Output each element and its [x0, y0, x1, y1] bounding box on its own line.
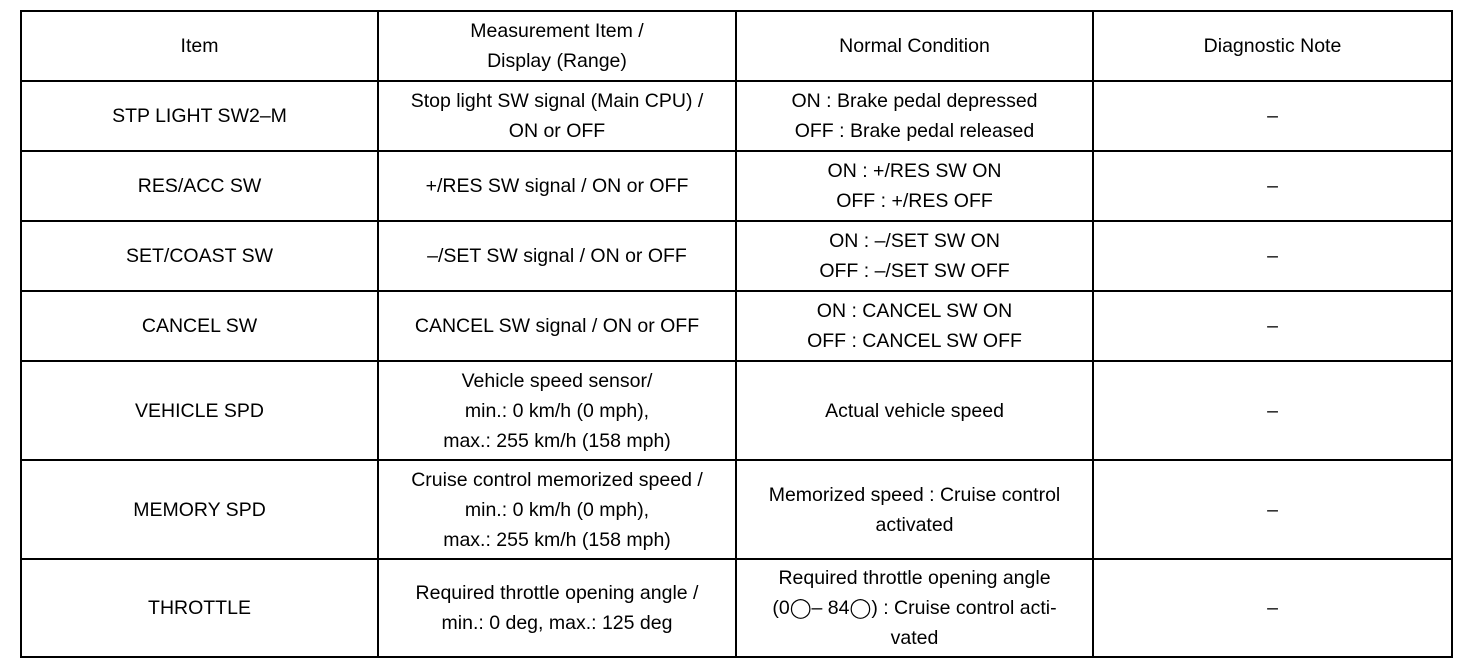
normal-line: OFF : –/SET SW OFF: [819, 260, 1010, 282]
normal-line: activated: [875, 513, 954, 536]
measurement-line: max.: 255 km/h (158 mph): [443, 429, 671, 452]
item-cell: SET/COAST SW: [21, 221, 378, 291]
normal-condition-cell: [736, 460, 1093, 559]
normal-line: ON : –/SET SW ON: [829, 230, 1000, 252]
header-measurement-line: Measurement Item /: [470, 20, 644, 42]
measurement-line: +/RES SW signal / ON or OFF: [425, 175, 689, 197]
table-row: [21, 361, 1452, 460]
diagnostic-note-cell: –: [1093, 559, 1452, 657]
diagnostic-note-cell: –: [1093, 460, 1452, 559]
normal-line: Memorized speed : Cruise control: [768, 483, 1061, 506]
diagnostic-note-cell: –: [1093, 361, 1452, 460]
normal-line: OFF : +/RES OFF: [836, 190, 993, 212]
item-cell: CANCEL SW: [21, 291, 378, 361]
item-cell: STP LIGHT SW2–M: [21, 81, 378, 151]
measurement-cell: [378, 81, 736, 151]
data-monitor-table: [20, 10, 1453, 658]
normal-condition-cell: [736, 291, 1093, 361]
measurement-line: Cruise control memorized speed /: [411, 468, 703, 491]
table-row: [21, 559, 1452, 657]
header-item: Item: [21, 11, 378, 81]
normal-line: ON : Brake pedal depressed: [791, 90, 1038, 112]
item-cell: VEHICLE SPD: [21, 361, 378, 460]
measurement-cell: [378, 151, 736, 221]
header-row: [21, 11, 1452, 81]
normal-line: ON : CANCEL SW ON: [816, 300, 1013, 322]
measurement-cell: [378, 291, 736, 361]
measurement-line: Stop light SW signal (Main CPU) /: [410, 90, 704, 112]
table-row: [21, 291, 1452, 361]
measurement-cell: [378, 559, 736, 657]
normal-condition-cell: [736, 221, 1093, 291]
measurement-line: ON or OFF: [508, 120, 606, 142]
normal-line: OFF : Brake pedal released: [794, 120, 1035, 142]
header-measurement: [378, 11, 736, 81]
measurement-line: min.: 0 deg, max.: 125 deg: [441, 612, 673, 634]
table-row: [21, 151, 1452, 221]
measurement-cell: [378, 460, 736, 559]
normal-line: OFF : CANCEL SW OFF: [807, 330, 1022, 352]
normal-condition-cell: [736, 361, 1093, 460]
item-cell: THROTTLE: [21, 559, 378, 657]
normal-condition-cell: [736, 151, 1093, 221]
normal-line: Actual vehicle speed: [825, 399, 1004, 422]
measurement-line: –/SET SW signal / ON or OFF: [427, 245, 687, 267]
normal-line: Required throttle opening angle: [778, 567, 1051, 589]
table-row: [21, 460, 1452, 559]
item-cell: MEMORY SPD: [21, 460, 378, 559]
header-measurement-line: Display (Range): [487, 50, 627, 72]
item-cell: RES/ACC SW: [21, 151, 378, 221]
table-row: [21, 221, 1452, 291]
normal-condition-cell: [736, 559, 1093, 657]
measurement-line: Vehicle speed sensor/: [461, 369, 653, 392]
normal-line: (0◯– 84◯) : Cruise control acti-: [772, 597, 1057, 619]
measurement-line: Required throttle opening angle /: [415, 582, 699, 604]
measurement-line: max.: 255 km/h (158 mph): [443, 528, 671, 551]
measurement-cell: [378, 221, 736, 291]
header-diagnostic-note: Diagnostic Note: [1093, 11, 1452, 81]
normal-line: vated: [890, 627, 939, 649]
measurement-line: CANCEL SW signal / ON or OFF: [414, 315, 700, 337]
diagnostic-note-cell: –: [1093, 291, 1452, 361]
diagnostic-note-cell: –: [1093, 81, 1452, 151]
measurement-line: min.: 0 km/h (0 mph),: [464, 498, 650, 521]
diagnostic-note-cell: –: [1093, 221, 1452, 291]
normal-condition-cell: [736, 81, 1093, 151]
table-row: [21, 81, 1452, 151]
normal-line: ON : +/RES SW ON: [827, 160, 1002, 182]
diagnostic-note-cell: –: [1093, 151, 1452, 221]
measurement-cell: [378, 361, 736, 460]
measurement-line: min.: 0 km/h (0 mph),: [464, 399, 650, 422]
header-normal-condition: Normal Condition: [736, 11, 1093, 81]
